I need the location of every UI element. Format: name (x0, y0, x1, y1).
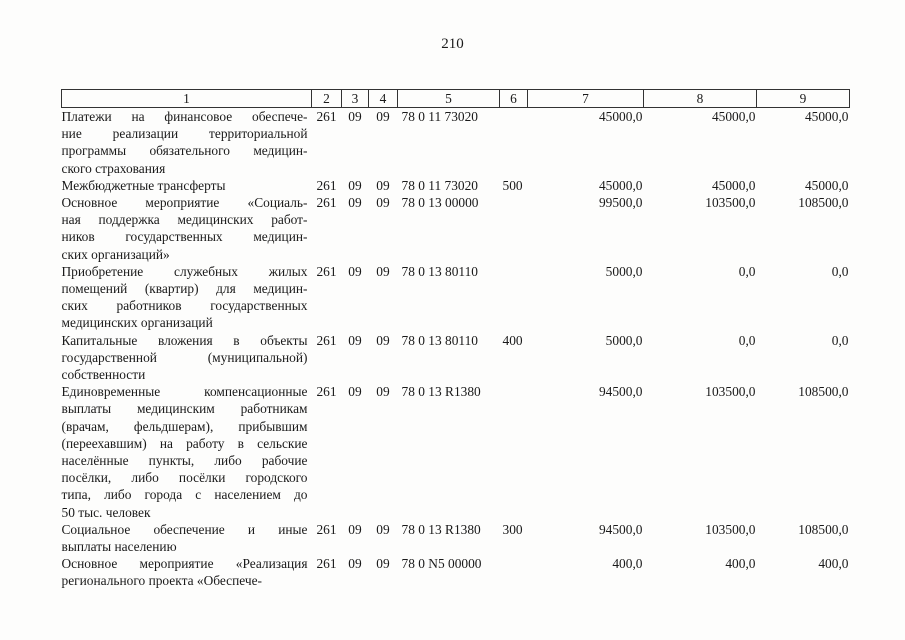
section-code: 261 (316, 556, 337, 572)
column-header-8: 8 (644, 90, 757, 108)
table-row (62, 555, 850, 589)
column-header-1: 1 (62, 90, 312, 108)
amount-col-7: 94500,0 (598, 521, 643, 537)
row-name (62, 194, 312, 263)
column-header-6: 6 (500, 90, 528, 108)
row-name-line: регионального проекта «Обеспече- (61, 573, 263, 589)
target-article-code: 78 0 11 73020 (401, 177, 478, 193)
table-body (62, 108, 850, 590)
paragraph-code: 09 (376, 263, 390, 279)
amount-col-7: 99500,0 (598, 195, 643, 211)
amount-col-7: 5000,0 (605, 332, 643, 348)
row-name-line: собственности (61, 367, 146, 383)
row-name-line: программы обязательного медицин- (61, 143, 308, 159)
subsection-code: 09 (348, 177, 362, 193)
target-article-code: 78 0 13 00000 (401, 195, 479, 211)
amount-col-8: 45000,0 (711, 109, 756, 124)
section-code: 261 (316, 332, 337, 348)
subsection-code: 09 (348, 556, 362, 572)
row-name-line: выплаты медицинским работникам (61, 401, 308, 417)
amount-col-8: 0,0 (738, 263, 756, 279)
paragraph-code: 09 (376, 384, 390, 400)
section-code: 261 (316, 521, 337, 537)
row-name-line: ние реализации территориальной (61, 126, 308, 142)
row-name-line: (переехавшим) на работу в сельские (61, 435, 308, 451)
column-header-9: 9 (757, 90, 850, 108)
row-name (62, 332, 312, 384)
row-name-line: Социальное обеспечение и иные (61, 521, 308, 537)
row-name (62, 177, 312, 194)
expense-type-code: 400 (502, 332, 523, 348)
row-name (62, 263, 312, 332)
table-row (62, 521, 850, 555)
expense-type-code (500, 108, 528, 177)
expense-type-code (500, 383, 528, 521)
subsection-code: 09 (348, 263, 362, 279)
target-article-code: 78 0 13 R1380 (401, 521, 481, 537)
row-name-line: государственной (муниципальной) (61, 349, 308, 365)
subsection-code: 09 (348, 521, 362, 537)
row-name-line: Капитальные вложения в объекты (61, 332, 308, 348)
paragraph-code: 09 (376, 177, 390, 193)
amount-col-7: 94500,0 (598, 384, 643, 400)
row-name-line: ная поддержка медицинских работ- (61, 212, 308, 228)
row-name-line: ников государственных медицин- (61, 229, 308, 245)
amount-col-7: 400,0 (612, 556, 643, 572)
row-name-line: ских работников государственных (61, 298, 308, 314)
row-name (62, 555, 312, 589)
paragraph-code: 09 (376, 195, 390, 211)
table-row (62, 177, 850, 194)
amount-col-7: 5000,0 (605, 263, 643, 279)
expense-type-code (500, 194, 528, 263)
section-code: 261 (316, 195, 337, 211)
amount-col-9: 108500,0 (798, 384, 849, 400)
row-name (62, 521, 312, 555)
section-code: 261 (316, 109, 337, 124)
amount-col-8: 103500,0 (705, 195, 756, 211)
paragraph-code: 09 (376, 556, 390, 572)
table-row (62, 108, 850, 177)
table-row (62, 332, 850, 384)
target-article-code: 78 0 N5 00000 (401, 556, 482, 572)
amount-col-7: 45000,0 (598, 177, 643, 193)
row-name-line: Основное мероприятие «Реализация (61, 556, 308, 572)
amount-col-9: 108500,0 (798, 521, 849, 537)
row-name-line: типа, либо города с населением до (61, 487, 308, 503)
paragraph-code: 09 (376, 109, 390, 124)
amount-col-9: 45000,0 (804, 177, 849, 193)
expense-type-code: 300 (502, 521, 523, 537)
amount-col-8: 45000,0 (711, 177, 756, 193)
row-name-line: Основное мероприятие «Социаль- (61, 195, 308, 211)
amount-col-8: 400,0 (725, 556, 756, 572)
table-header-row (62, 90, 850, 108)
target-article-code: 78 0 13 R1380 (401, 384, 481, 400)
amount-col-7: 45000,0 (598, 109, 643, 124)
target-article-code: 78 0 13 80110 (401, 332, 478, 348)
row-name-line: Платежи на финансовое обеспече- (61, 109, 308, 124)
table-row (62, 383, 850, 521)
amount-col-8: 0,0 (738, 332, 756, 348)
section-code: 261 (316, 384, 337, 400)
amount-col-9: 400,0 (818, 556, 849, 572)
amount-col-9: 45000,0 (804, 109, 849, 124)
subsection-code: 09 (348, 384, 362, 400)
amount-col-9: 108500,0 (798, 195, 849, 211)
amount-col-8: 103500,0 (705, 384, 756, 400)
row-name-line: помещений (квартир) для медицин- (61, 281, 308, 297)
row-name-line: населённые пункты, либо рабочие (61, 453, 308, 469)
row-name-line: посёлки, либо посёлки городского (61, 470, 308, 486)
amount-col-9: 0,0 (831, 263, 849, 279)
row-name-line: Приобретение служебных жилых (61, 263, 308, 279)
row-name (62, 383, 312, 521)
expense-type-code (500, 555, 528, 589)
amount-col-9: 0,0 (831, 332, 849, 348)
row-name-line: Межбюджетные трансферты (61, 177, 226, 193)
expense-type-code (500, 263, 528, 332)
paragraph-code: 09 (376, 521, 390, 537)
row-name-line: (врачам, фельдшерам), прибывшим (61, 418, 308, 434)
section-code: 261 (316, 177, 337, 193)
row-name-line: выплаты населению (61, 539, 177, 555)
paragraph-code: 09 (376, 332, 390, 348)
expense-type-code: 500 (502, 177, 523, 193)
row-name-line: 50 тыс. человек (61, 504, 151, 520)
subsection-code: 09 (348, 109, 362, 124)
row-name (62, 108, 312, 177)
page-number: 210 (441, 36, 464, 52)
subsection-code: 09 (348, 195, 362, 211)
table-row (62, 263, 850, 332)
column-header-2: 2 (312, 90, 342, 108)
column-header-3: 3 (342, 90, 369, 108)
section-code: 261 (316, 263, 337, 279)
target-article-code: 78 0 13 80110 (401, 263, 478, 279)
budget-table (61, 89, 850, 590)
amount-col-8: 103500,0 (705, 521, 756, 537)
row-name-line: ского страхования (61, 160, 166, 176)
subsection-code: 09 (348, 332, 362, 348)
column-header-7: 7 (528, 90, 644, 108)
target-article-code: 78 0 11 73020 (401, 109, 478, 124)
table-row (62, 194, 850, 263)
column-header-5: 5 (398, 90, 500, 108)
row-name-line: ских организаций» (61, 246, 170, 262)
row-name-line: медицинских организаций (61, 315, 213, 331)
column-header-4: 4 (369, 90, 398, 108)
row-name-line: Единовременные компенсационные (61, 384, 308, 400)
